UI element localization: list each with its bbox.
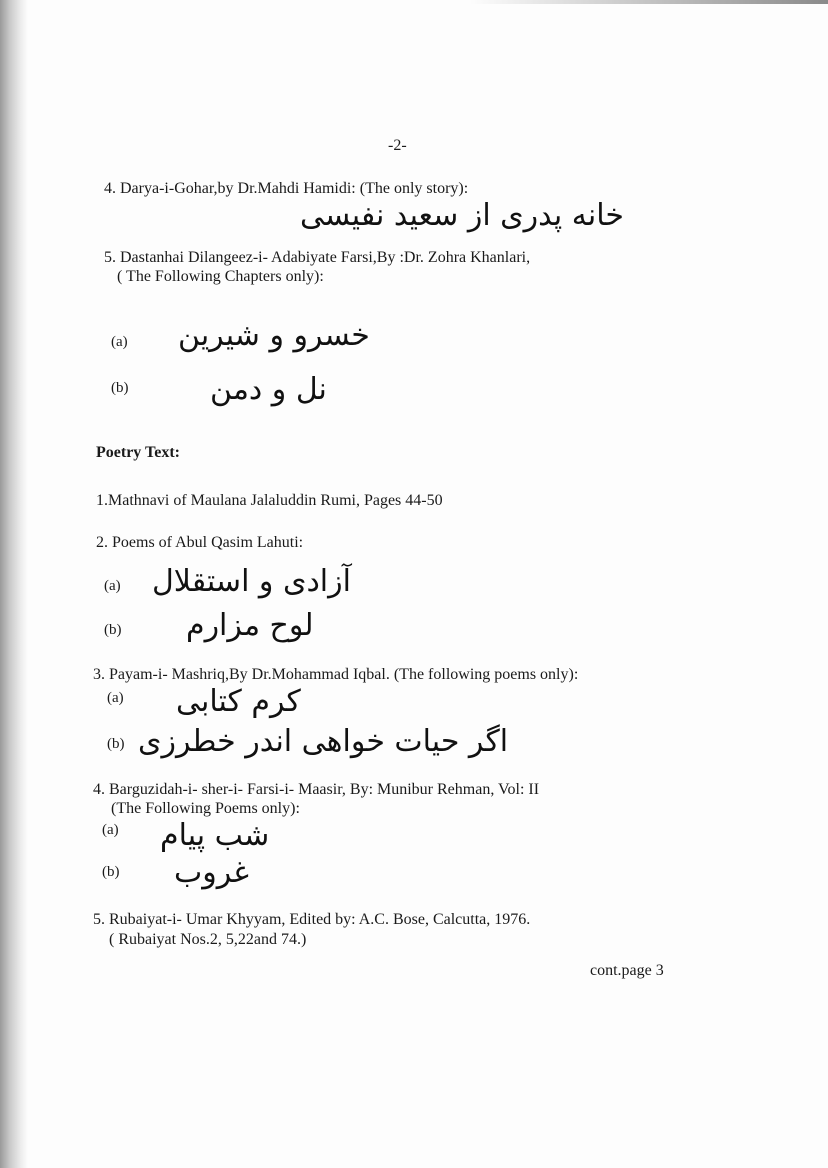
poetry-item-2: 2. Poems of Abul Qasim Lahuti: <box>96 534 304 551</box>
scan-shadow-left <box>0 0 28 1168</box>
prose-item-5-b-persian: نل و دمن <box>210 372 327 407</box>
poetry-item-2-b-label: (b) <box>104 622 122 638</box>
prose-item-5-b-label: (b) <box>111 380 129 396</box>
poetry-item-4-line1: 4. Barguzidah-i- sher-i- Farsi-i- Maasir, By: Munibur Rehman, Vol: II <box>93 781 540 798</box>
prose-item-4: 4. Darya-i-Gohar,by Dr.Mahdi Hamidi: (The only story): <box>104 180 469 197</box>
poetry-item-4-b-label: (b) <box>102 864 120 880</box>
poetry-item-5-line2: ( Rubaiyat Nos.2, 5,22and 74.) <box>109 931 307 948</box>
prose-item-5-line1: 5. Dastanhai Dilangeez-i- Adabiyate Farsi,By :Dr. Zohra Khanlari, <box>104 249 531 266</box>
poetry-item-3-b-persian: اگر حیات خواهی اندر خطرزی <box>138 724 509 759</box>
prose-item-5-a-persian: خسرو و شیرین <box>178 318 370 353</box>
prose-item-5-line2: ( The Following Chapters only): <box>117 268 324 285</box>
scan-shadow-top <box>470 0 828 4</box>
poetry-item-5-line1: 5. Rubaiyat-i- Umar Khyyam, Edited by: A.C. Bose, Calcutta, 1976. <box>93 911 531 928</box>
poetry-item-4-a-persian: شب پیام <box>160 818 270 853</box>
poetry-heading: Poetry Text: <box>96 444 180 461</box>
poetry-item-3-a-persian: کرم کتابی <box>176 684 301 719</box>
continuation-note: cont.page 3 <box>590 962 664 979</box>
poetry-item-4-a-label: (a) <box>102 822 119 838</box>
poetry-item-3: 3. Payam-i- Mashriq,By Dr.Mohammad Iqbal. (The following poems only): <box>93 666 579 683</box>
poetry-item-2-b-persian: لوح مزارم <box>186 608 314 643</box>
poetry-item-2-a-persian: آزادی و استقلال <box>152 564 351 599</box>
poetry-item-3-a-label: (a) <box>107 690 124 706</box>
poetry-item-4-line2: (The Following Poems only): <box>111 800 300 817</box>
prose-item-5-a-label: (a) <box>111 334 128 350</box>
page-number: -2- <box>388 137 407 154</box>
poetry-item-4-b-persian: غروب <box>174 855 249 890</box>
poetry-item-1: 1.Mathnavi of Maulana Jalaluddin Rumi, Pages 44-50 <box>96 492 443 509</box>
prose-item-4-persian-title: خانه پدری از سعید نفیسی <box>300 198 624 233</box>
poetry-item-3-b-label: (b) <box>107 736 125 752</box>
poetry-item-2-a-label: (a) <box>104 578 121 594</box>
